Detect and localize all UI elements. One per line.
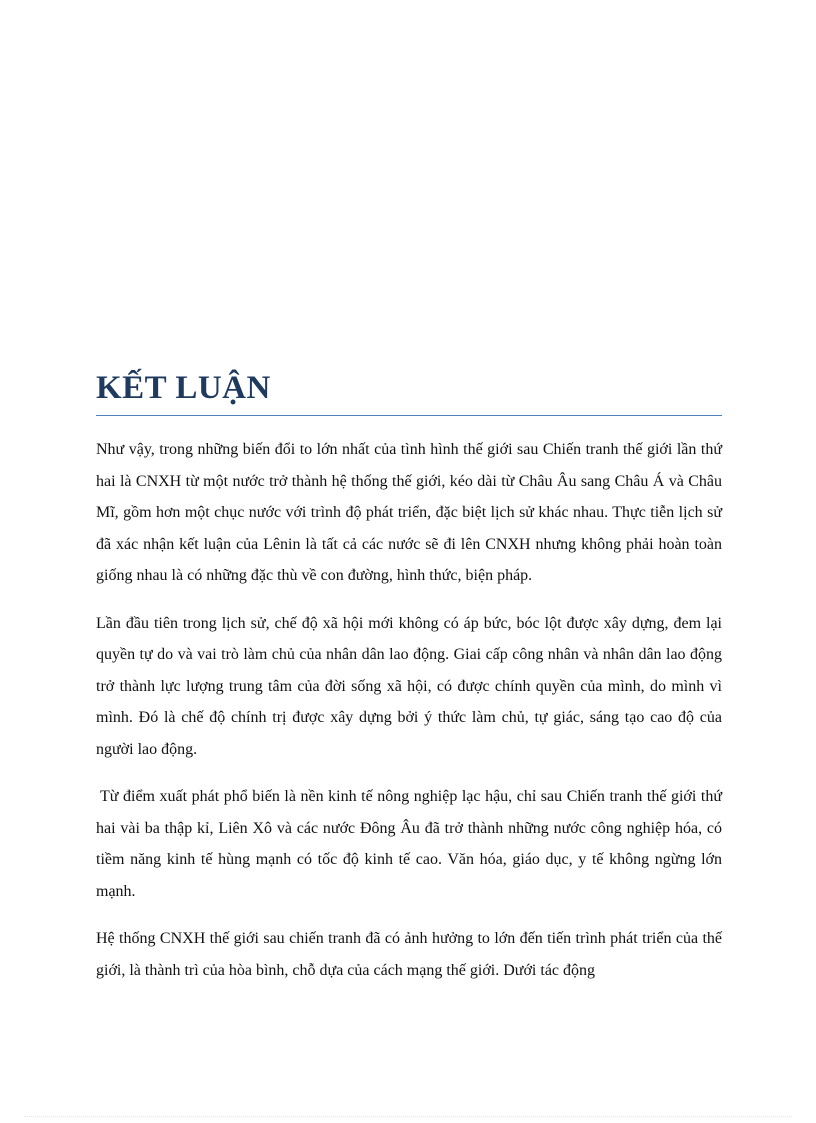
paragraph-4: Hệ thống CNXH thế giới sau chiến tranh đã có ảnh hưởng to lớn đến tiến trình phát triển của thế giới, là thành trì của hòa bình, chỗ dựa của cách mạng thế giới. Dưới tác động bbox=[96, 930, 722, 979]
paragraph-1: Như vậy, trong những biến đổi to lớn nhất của tình hình thế giới sau Chiến tranh thế giới lần thứ hai là CNXH từ một nước trở thành hệ thống thế giới, kéo dài từ Châu Âu sang Châu Á và Châu Mĩ, gồm hơn một chục nước với trình độ phát triển, đặc biệt lịch sử khác nhau. Thực tiễn lịch sử đã xác nhận kết luận của Lênin là tất cả các nước sẽ đi lên CNXH nhưng không phải hoàn toàn giống nhau là có những đặc thù về con đường, hình thức, biện pháp. bbox=[96, 441, 722, 584]
section-heading: KẾT LUẬN bbox=[96, 370, 271, 406]
paragraph-3: Từ điểm xuất phát phổ biến là nền kinh tế nông nghiệp lạc hậu, chỉ sau Chiến tranh thế giới thứ hai vài ba thập kỉ, Liên Xô và các nước Đông Âu đã trở thành những nước công nghiệp hóa, có tiềm năng kinh tế hùng mạnh có tốc độ kinh tế cao. Văn hóa, giáo dục, y tế không ngừng lớn mạnh. bbox=[96, 788, 722, 900]
page-bottom-divider bbox=[24, 1116, 792, 1117]
paragraph-2: Lần đầu tiên trong lịch sử, chế độ xã hội mới không có áp bức, bóc lột được xây dựng, đem lại quyền tự do và vai trò làm chủ của nhân dân lao động. Giai cấp công nhân và nhân dân lao động trở thành lực lượng trung tâm của đời sống xã hội, có được chính quyền của mình, do mình vì mình. Đó là chế độ chính trị được xây dựng bởi ý thức làm chủ, tự giác, sáng tạo cao độ của người lao động. bbox=[96, 614, 722, 758]
body-text bbox=[96, 434, 722, 1002]
heading-underline bbox=[96, 415, 722, 416]
